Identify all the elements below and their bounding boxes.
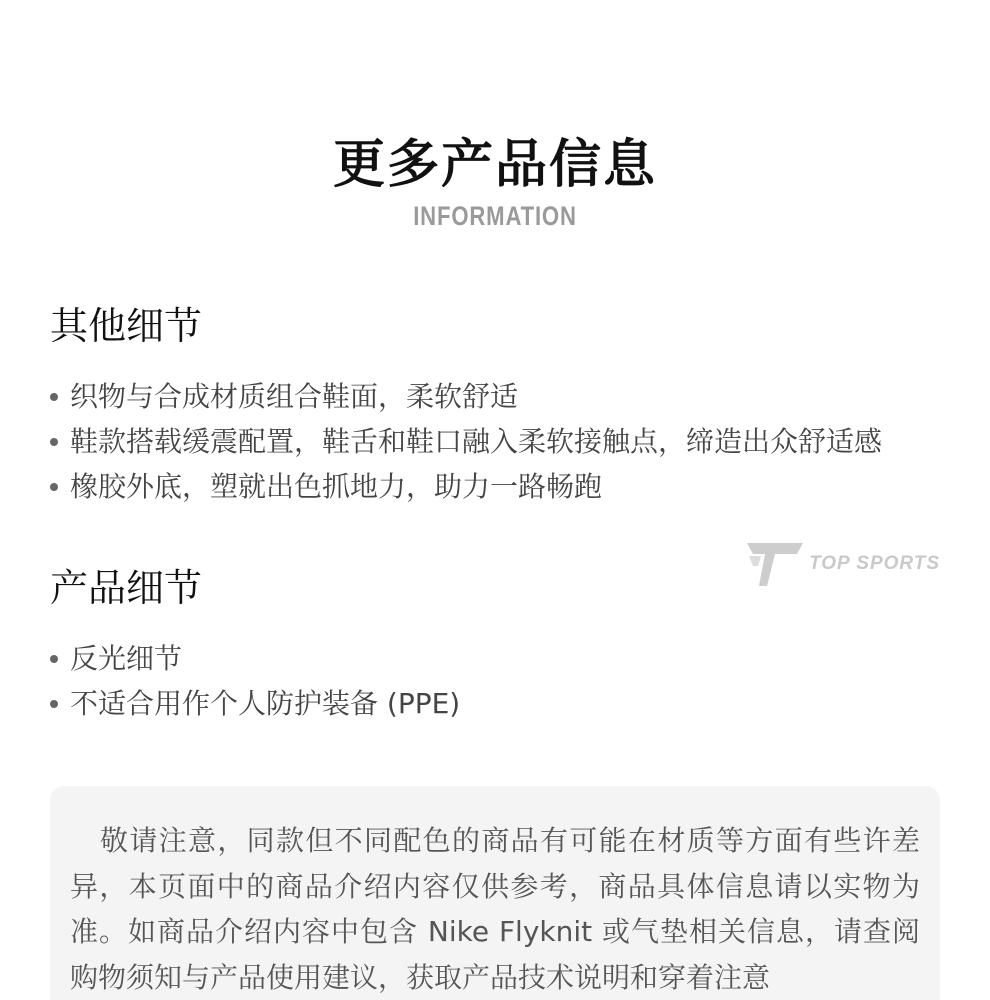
detail-list	[50, 374, 950, 509]
section-title: 其他细节	[50, 304, 203, 348]
section-title: 产品细节	[50, 566, 203, 610]
list-item-text: 橡胶外底，塑就出色抓地力，助力一路畅跑	[70, 470, 603, 503]
list-item	[50, 419, 950, 464]
bullet-icon	[50, 700, 58, 708]
notice-box	[50, 786, 940, 1000]
detail-list	[50, 636, 950, 726]
list-item-text: 织物与合成材质组合鞋面，柔软舒适	[70, 380, 519, 413]
section-other-details	[50, 300, 950, 509]
bullet-icon	[50, 438, 58, 446]
list-item	[50, 464, 950, 509]
bullet-icon	[50, 655, 58, 663]
bullet-icon	[50, 483, 58, 491]
list-item-text: 反光细节	[70, 642, 183, 675]
section-product-details	[50, 562, 950, 726]
list-item	[50, 681, 950, 726]
page-title: 更多产品信息	[332, 135, 657, 195]
list-item	[50, 636, 950, 681]
list-item-text: 鞋款搭载缓震配置，鞋舌和鞋口融入柔软接触点，缔造出众舒适感	[70, 425, 883, 458]
list-item-text: 不适合用作个人防护装备 (PPE)	[70, 687, 461, 720]
bullet-icon	[50, 393, 58, 401]
page-subtitle: INFORMATION	[413, 201, 577, 231]
notice-text: 敬请注意，同款但不同配色的商品有可能在材质等方面有些许差异，本页面中的商品介绍内容仅供参考，商品具体信息请以实物为准。如商品介绍内容中包含 Nike Flyknit 或气垫相关信息，请查阅购物须知与产品使用建议，获取产品技术说明和穿着注意	[70, 824, 920, 994]
list-item	[50, 374, 950, 419]
logo-text: TOP SPORTS	[809, 553, 941, 574]
